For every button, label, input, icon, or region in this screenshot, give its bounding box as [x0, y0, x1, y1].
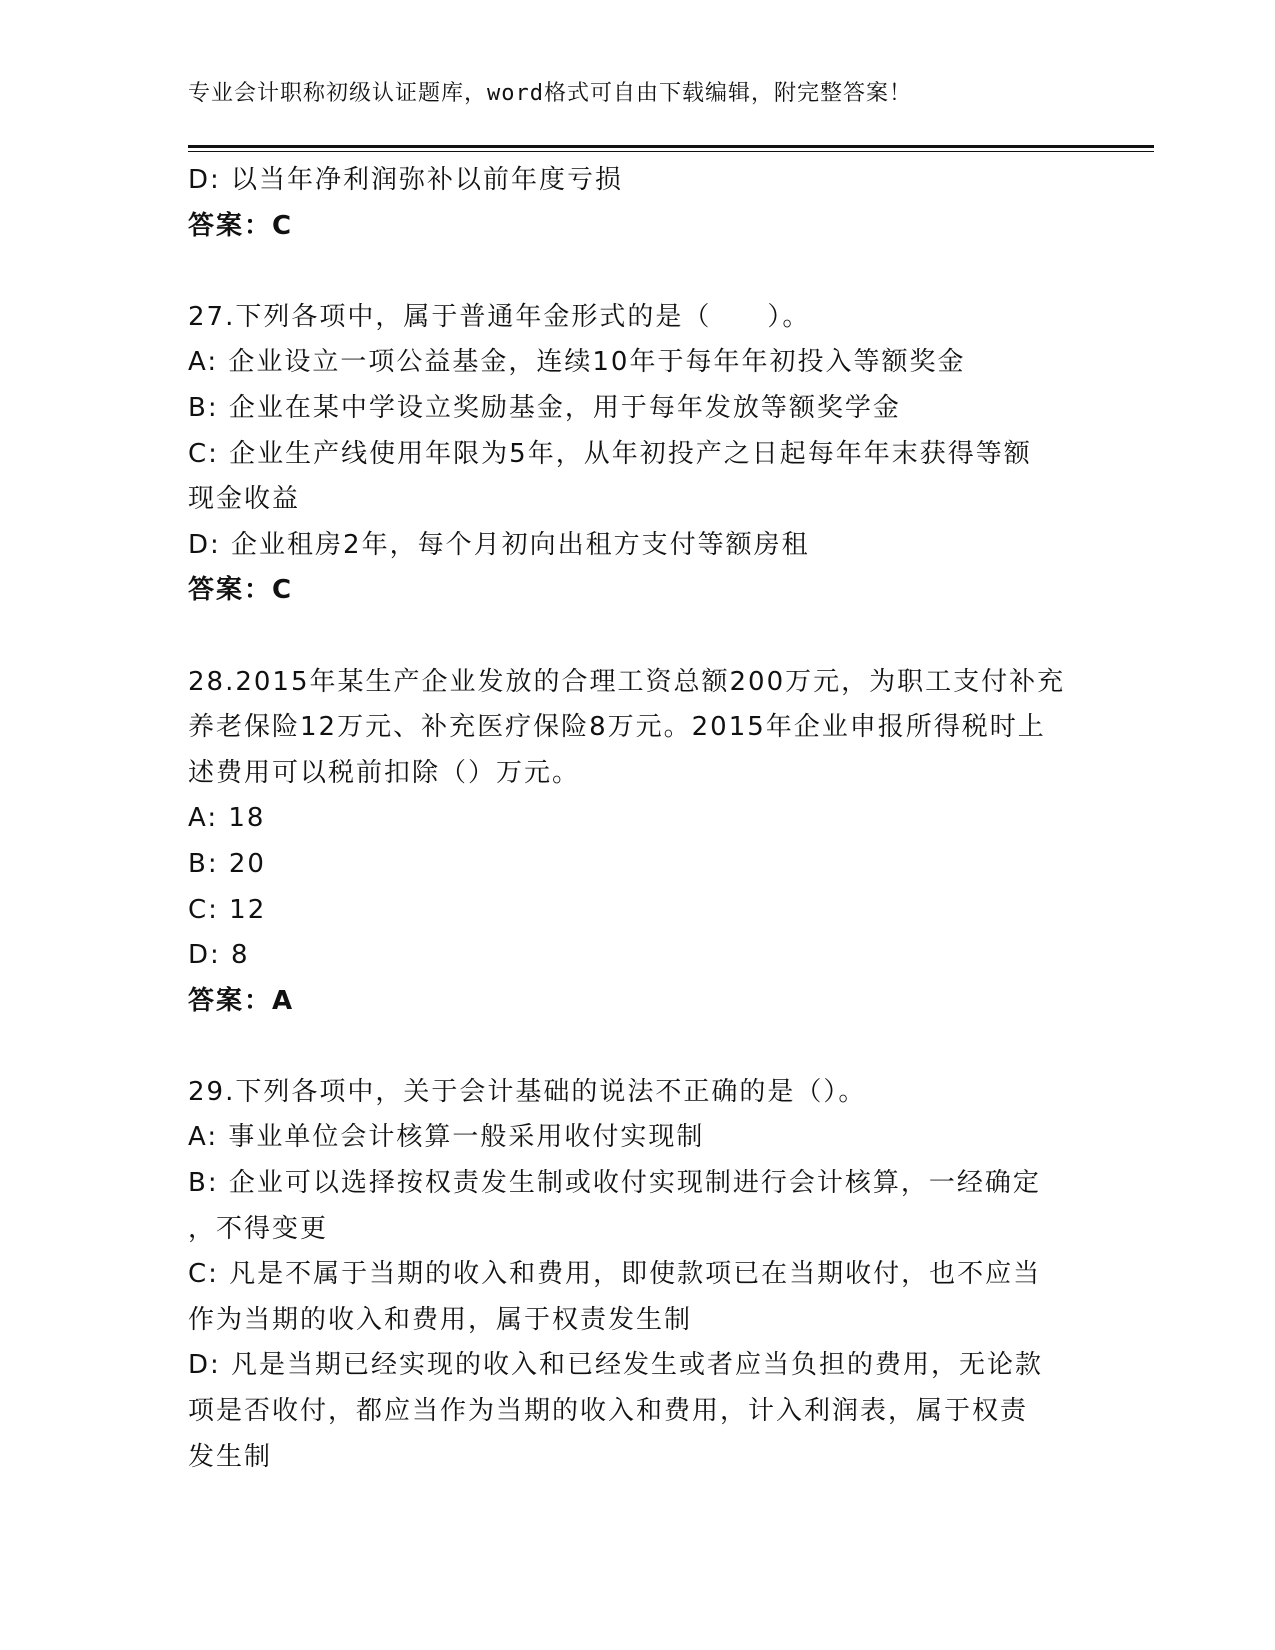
q28-option-c: C: 12: [188, 894, 267, 925]
q28-option-d: D: 8: [188, 940, 250, 971]
q29-option-d-cont: 发生制: [188, 1441, 273, 1472]
spacer: [188, 614, 1088, 660]
q29-option-d: D: 凡是当期已经实现的收入和已经发生或者应当负担的费用，无论款: [188, 1350, 1044, 1381]
q28-option-a: A: 18: [188, 803, 266, 834]
q27-option-c: C: 企业生产线使用年限为5年，从年初投产之日起每年年末获得等额: [188, 438, 1032, 469]
q29-option-b: B: 企业可以选择按权责发生制或收付实现制进行会计核算，一经确定: [188, 1168, 1041, 1199]
question-content: [188, 158, 1088, 1480]
spacer: [188, 1024, 1088, 1070]
spacer: [188, 249, 1088, 295]
q29-option-d-cont: 项是否收付，都应当作为当期的收入和费用，计入利润表，属于权责: [188, 1396, 1029, 1427]
prev-option-d: D: 以当年净利润弥补以前年度亏损: [188, 165, 624, 195]
q27-option-d: D: 企业租房2年，每个月初向出租方支付等额房租: [188, 529, 810, 560]
q27-answer: 答案：C: [188, 575, 294, 606]
q28-stem-cont: 养老保险12万元、补充医疗保险8万元。2015年企业申报所得税时上: [188, 712, 1046, 743]
header-rule-thin: [188, 151, 1154, 152]
q27-option-c-cont: 现金收益: [188, 484, 301, 515]
page-header: 专业会计职称初级认证题库，word格式可自由下载编辑，附完整答案！: [188, 81, 912, 106]
q28-stem-cont: 述费用可以税前扣除（）万元。: [188, 757, 581, 788]
q29-option-a: A: 事业单位会计核算一般采用收付实现制: [188, 1122, 705, 1153]
q29-stem: 29.下列各项中，关于会计基础的说法不正确的是（）。: [188, 1076, 867, 1107]
q29-option-c: C: 凡是不属于当期的收入和费用，即使款项已在当期收付，也不应当: [188, 1259, 1042, 1290]
q28-stem: 28.2015年某生产企业发放的合理工资总额200万元，为职工支付补充: [188, 666, 1066, 697]
q28-option-b: B: 20: [188, 848, 266, 879]
q27-option-a: A: 企业设立一项公益基金，连续10年于每年年初投入等额奖金: [188, 347, 966, 378]
q27-stem: 27.下列各项中，属于普通年金形式的是（ ）。: [188, 301, 811, 332]
prev-answer: 答案：C: [188, 210, 294, 241]
q29-option-b-cont: ，不得变更: [188, 1213, 329, 1244]
q28-answer: 答案：A: [188, 985, 295, 1016]
header-rule-thick: [188, 145, 1154, 148]
q27-option-b: B: 企业在某中学设立奖励基金，用于每年发放等额奖学金: [188, 392, 901, 423]
q29-option-c-cont: 作为当期的收入和费用，属于权责发生制: [188, 1304, 693, 1335]
